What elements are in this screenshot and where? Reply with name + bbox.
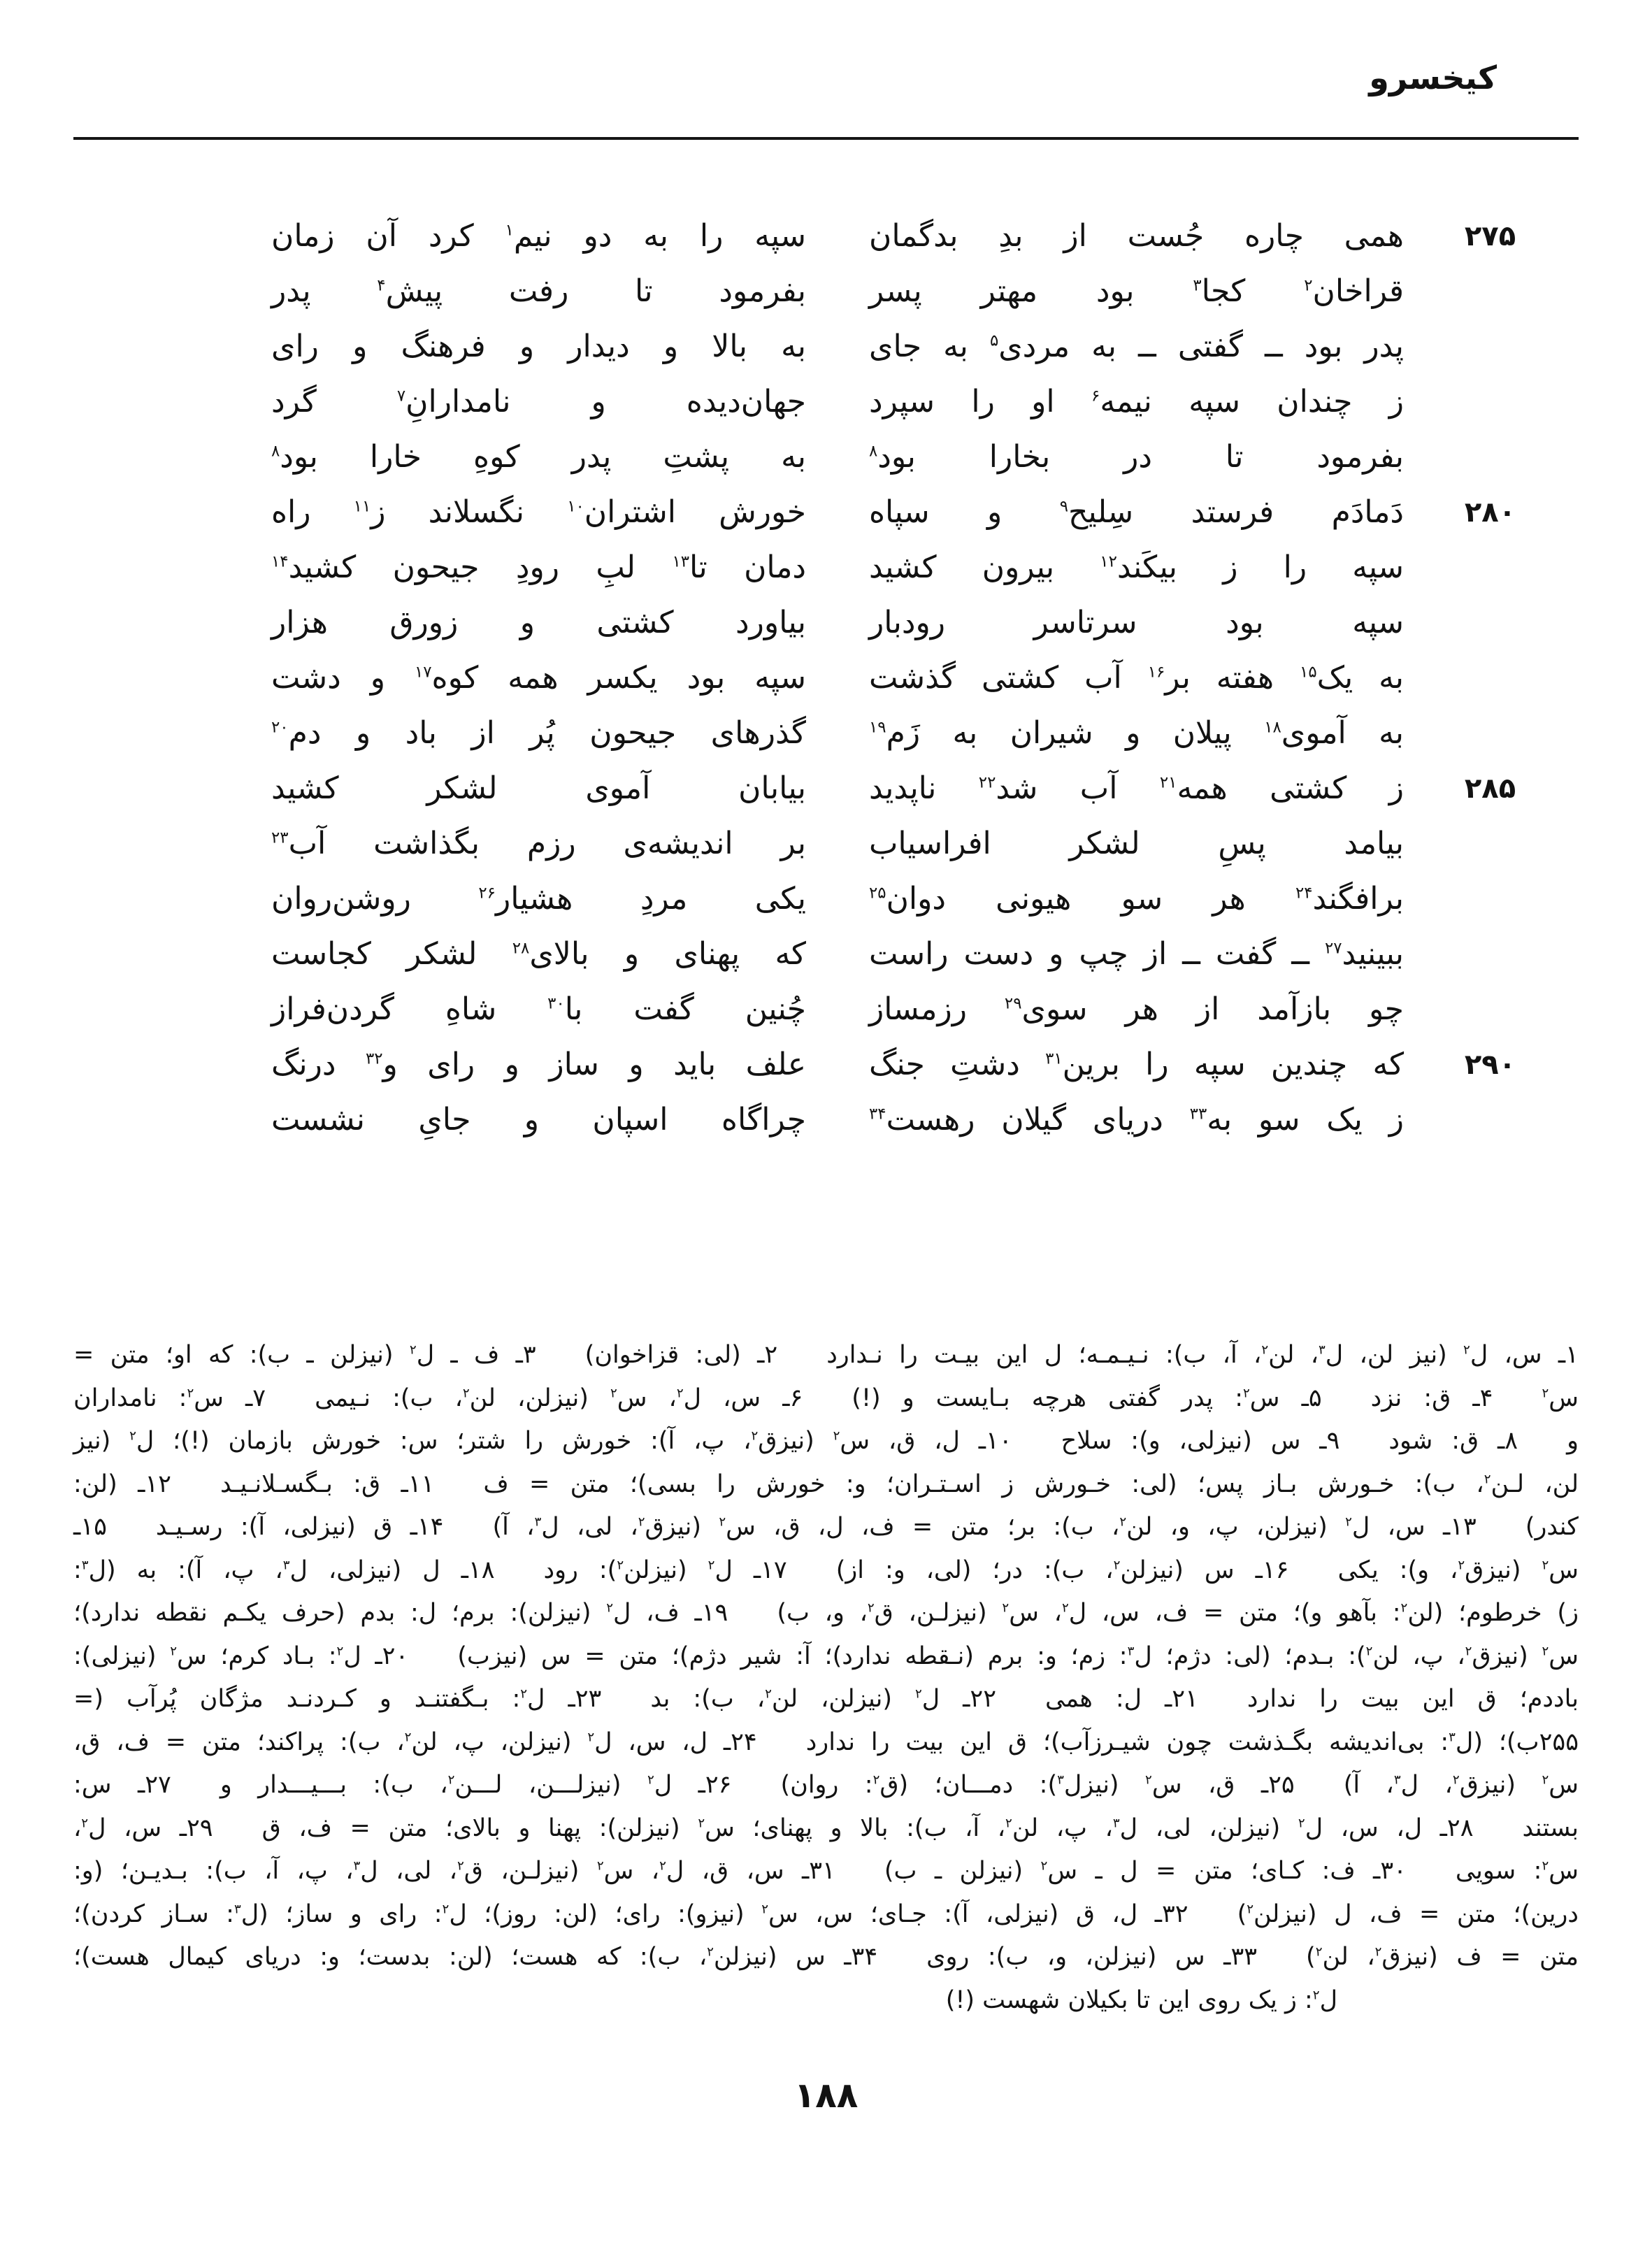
apparatus-line: و ۸ـ ق: شود ۹ـ س (نیزلی، و): سلاح ۱۰ـ ل، ق، س$^۲$ (نیزق$^۲$، پ، آ): خورش را شتر؛ س: خورش بازمان (!)؛ ل$^۲$ (نیز [73,1427,1579,1455]
apparatus-line: س$^۲$ (نیزق$^۲$، ل$^۳$، آ) ۲۵ـ ق، س$^۲$ (نیزل$^۳$): دمـــان؛ (ق$^۲$: روان) ۲۶ـ ل$^۲$ (نیزلـــن، لـــن$^۲$، ب): بـــیـــدار و ۲۷ـ س: [73,1771,1579,1799]
hemistich-second: به پشتِ پدر کوهِ خارا بود$^۸$ [271,439,806,475]
verse-number: ۲۹۰ [1464,1048,1516,1081]
hemistich-first: ببینید$^{۲۷}$ ــ گفت ــ از چپ و دست راست [869,936,1404,972]
apparatus-line: درین)؛ متن = ف، ل (نیزلن$^۲$) ۳۲ـ ل، ق (نیزلی، آ): جـای؛ س، س$^۲$ (نیزو): رای؛ (لن: روز)؛ ل$^۲$: رای و ساز؛ (ل$^۳$: سـاز کردن)؛ [73,1900,1579,1928]
hemistich-second: خورش اشتران$^{۱۰}$ نگسلاند ز$^{۱۱}$ راه [271,494,806,530]
verse-row [76,429,1576,484]
hemistich-first: قراخان$^۲$ کجا$^۳$ بود مهتر پسر [869,273,1404,309]
running-head: کیخسرو [1369,59,1497,96]
apparatus-line: س$^۲$ ۴ـ ق: نزد ۵ـ س$^۲$: پدر گفتی هرچه بـایست و (!) ۶ـ س، ل$^۲$، س$^۲$ (نیزلن، لن$^۲$، ب): نـیمی ۷ـ س$^۲$: نامداران [73,1384,1579,1412]
verse-row [76,595,1576,650]
poem-block [76,208,1576,1147]
hemistich-first: ز کشتی همه$^{۲۱}$ آب شد$^{۲۲}$ ناپدید [869,770,1404,806]
hemistich-first: به یک$^{۱۵}$ هفته بر$^{۱۶}$ آب کشتی گذشت [869,660,1405,696]
verse-number: ۲۸۰ [1464,496,1516,529]
hemistich-second: که پهنای و بالای$^{۲۸}$ لشکر کجاست [271,936,806,972]
hemistich-second: بیاورد کشتی و زورق هزار [271,605,806,640]
hemistich-second: بر اندیشه‌ی رزم بگذاشت آب$^{۲۳}$ [271,826,806,861]
verse-row [76,926,1576,982]
verse-row [76,374,1576,429]
verse-row [76,319,1576,374]
verse-number: ۲۸۵ [1464,772,1516,805]
hemistich-first: برافگند$^{۲۴}$ هر سو هیونی دوان$^{۲۵}$ [869,881,1404,917]
hemistich-first: همی چاره جُست از بدِ بدگمان [869,218,1404,254]
hemistich-second: دمان تا$^{۱۳}$ لبِ رودِ جیحون کشید$^{۱۴}$ [271,550,807,585]
hemistich-second: بفرمود تا رفت پیش$^۴$ پدر [271,273,807,309]
verse-row [76,871,1576,926]
hemistich-first: سپه را ز بیکَند$^{۱۲}$ بیرون کشید [869,550,1405,585]
hemistich-first: چو بازآمد از هر سوی$^{۲۹}$ رزمساز [869,991,1404,1027]
hemistich-first: ز چندان سپه نیمه$^۶$ او را سپرد [869,384,1404,419]
apparatus-line: باددم؛ ق این بیت را ندارد ۲۱ـ ل: همی ۲۲ـ ل$^۲$ (نیزلن، لن$^۲$، ب): بد ۲۳ـ ل$^۲$: بـگفتنـد و کـردنـد مژگان پُرآب (= [73,1685,1579,1713]
hemistich-first: که چندین سپه را برین$^{۳۱}$ دشتِ جنگ [869,1047,1405,1082]
hemistich-first: ز یک سو به$^{۳۳}$ دریای گیلان رهست$^{۳۴}$ [869,1102,1404,1137]
verse-row [76,982,1576,1037]
apparatus-line-last: ل$^۲$: ز یک روی این تا بکیلان شهست (!) [945,1986,1337,2014]
hemistich-first: بیامد پسِ لشکر افراسیاب [869,826,1404,861]
verse-row [76,816,1576,871]
page-number: ۱۸۸ [793,2075,859,2116]
hemistich-first: به آموی$^{۱۸}$ پیلان و شیران به زَم$^{۱۹}$ [869,715,1404,751]
apparatus-line: س$^۲$ (نیزق$^۲$، و): یکی ۱۶ـ س (نیزلن$^۲$، ب): در؛ (لی، و: از) ۱۷ـ ل$^۲$ (نیزلن$^۲$): رود ۱۸ـ ل (نیزلی، ل$^۳$، پ، آ): به (ل$^۳$: [73,1556,1579,1584]
verse-row [76,705,1576,761]
apparatus-line: لن، لـن$^۲$، ب): خـورش بـاز پس؛ (لی: خـورش ز اسـتـران؛ و: خورش را بسی)؛ متن = ف ۱۱ـ ق: بـگسـلانـیـد ۱۲ـ (لن: [73,1470,1579,1498]
hemistich-second: چُنین گفت با$^{۳۰}$ شاهِ گردن‌فراز [271,991,806,1027]
apparatus-line: متن = ف (نیزق$^۲$، لن$^۲$) ۳۳ـ س (نیزلن، و، ب): روی ۳۴ـ س (نیزلن$^۲$، ب): که هست؛ (لن: بدست؛ و: دریای کیمال هست)؛ [73,1943,1579,1971]
hemistich-second: سپه را به دو نیم$^۱$ کرد آن زمان [271,218,806,254]
apparatus-line: س$^۲$ (نیزق$^۲$، پ، لن$^۲$): بـدم؛ (لی: دژم؛ ل$^۳$: زم؛ و: برم (نـقطه ندارد)؛ آ: شیر دژم)؛ متن = س (نیزب) ۲۰ـ ل$^۲$: بـاد کرم؛ س$^۲$ (نیزلی): [73,1642,1579,1670]
verse-row [76,761,1576,816]
hemistich-second: گذرهای جیحون پُر از باد و دم$^{۲۰}$ [271,715,806,751]
hemistich-second: چراگاه اسپان و جایِ نشست [271,1102,806,1137]
hemistich-first: پدر بود ــ گفتی ــ به مردی$^۵$ به جای [869,329,1404,364]
verse-row [76,540,1576,595]
verse-row [76,1037,1576,1092]
hemistich-first: دَمادَم فرستد سِلیح$^۹$ و سپاه [869,494,1405,530]
apparatus-line: س$^۲$: سویی ۳۰ـ ف: کـای؛ متن = ل ـ س$^۲$ (نیزلن ـ ب) ۳۱ـ س، ق، ل$^۲$، س$^۲$ (نیزلـن، ق$^۲$، لی، ل$^۳$، پ، آ، ب): بـدیـن؛ (و: [73,1857,1579,1885]
hemistich-second: به بالا و دیدار و فرهنگ و رای [271,329,806,364]
hemistich-second: سپه بود یکسر همه کوه$^{۱۷}$ و دشت [271,660,806,696]
hemistich-second: یکی مردِ هشیار$^{۲۶}$ روشن‌روان [271,881,806,917]
hemistich-second: علف باید و ساز و رای و$^{۳۲}$ درنگ [271,1047,806,1082]
hemistich-second: بیابان آموی لشکر کشید [271,770,806,806]
critical-apparatus [73,1334,1579,2022]
apparatus-line: کندر) ۱۳ـ س، ل$^۲$ (نیزلن، پ، و، لن$^۲$، ب): بر؛ متن = ف، ل، ق، س$^۲$ (نیزق$^۲$، لی، ل$^۳$، آ) ۱۴ـ ق (نیزلی، آ): رسـیـد ۱۵ـ [73,1513,1579,1541]
hemistich-first: سپه بود سرتاسر رودبار [869,605,1404,640]
apparatus-line: ۲۵۵ب)؛ (ل$^۳$: بی‌اندیشه بگـذشت چون شیـرزآب)؛ ق این بیت را ندارد ۲۴ـ ل، س، ل$^۲$ (نیزلن، پ، لن$^۲$، ب): پراکند؛ متن = ف، ق، [73,1728,1579,1756]
apparatus-line: ۱ـ س، ل$^۲$ (نیز لن، ل$^۳$، لن$^۲$، آ، ب): نـیـمـه؛ ل این بیـت را نـدارد ۲ـ (لی: قزاخوان) ۳ـ ف ـ ل$^۲$ (نیزلن ـ ب): که او؛ متن = [73,1341,1579,1369]
verse-row [76,208,1576,264]
verse-row [76,650,1576,705]
hemistich-second: جهان‌دیده و نامدارانِ$^۷$ گرد [271,384,806,419]
apparatus-line: ز) خرطوم؛ (لن$^۲$: بآهو و)؛ متن = ف، س، ل$^۲$، س$^۲$ (نیزلـن، ق$^۲$، و، ب) ۱۹ـ ف، ل$^۲$ (نیزلن): برم؛ ل: بدم (حرف یکـم نقطه ندارد)؛ [73,1599,1579,1627]
verse-row [76,1092,1576,1147]
verse-number: ۲۷۵ [1464,220,1516,252]
verse-row [76,264,1576,319]
verse-row [76,484,1576,540]
header-rule [73,137,1579,140]
hemistich-first: بفرمود تا در بخارا بود$^۸$ [869,439,1404,475]
apparatus-line: بستند ۲۸ـ ل، س، ل$^۲$ (نیزلن، لی، ل$^۳$، پ، لن$^۲$، آ، ب): بالا و پهنای؛ س$^۲$ (نیزلن): پهنا و بالای؛ متن = ف، ق ۲۹ـ س، ل$^۲$، [73,1814,1579,1842]
